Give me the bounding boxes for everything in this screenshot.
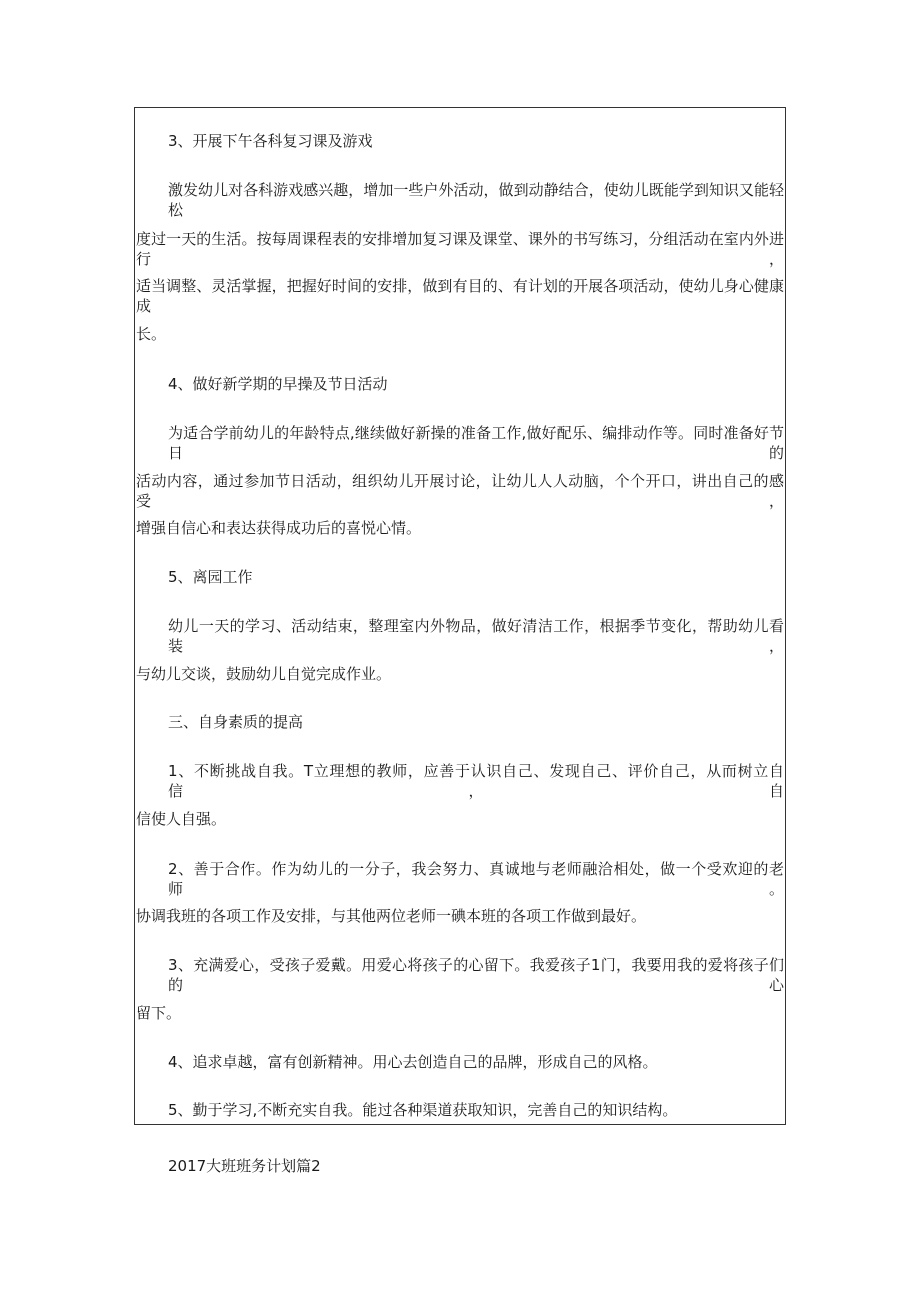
paragraph-line: 5、勤于学习,不断充实自我。能过各种渠道获取知识，完善自己的知识结构。 xyxy=(168,1101,678,1119)
paragraph-line: 信使人自强。 xyxy=(136,810,227,828)
paragraph-line: 适当调整、灵活掌握，把握好时间的安排，做到有目的、有计划的开展各项活动，使幼儿身心健康成 xyxy=(136,277,784,315)
paragraph-line: 2、善于合作。作为幼儿的一分子，我会努力、真诚地与老师融洽相处，做一个受欢迎的老师。 xyxy=(168,860,784,898)
paragraph-line: 幼儿一天的学习、活动结束，整理室内外物品，做好清洁工作，根据季节变化，帮助幼儿看装， xyxy=(168,617,784,655)
paragraph-line: 与幼儿交谈，鼓励幼儿自觉完成作业。 xyxy=(136,665,392,683)
next-section-title: 2017大班班务计划篇2 xyxy=(168,1157,321,1175)
paragraph-line: 留下。 xyxy=(136,1004,182,1022)
paragraph-line: 1、不断挑战自我。T立理想的教师，应善于认识自己、发现自己、评价自己，从而树立自信，自 xyxy=(168,762,784,800)
section-heading: 三、自身素质的提高 xyxy=(168,713,304,731)
paragraph-line: 协调我班的各项工作及安排，与其他两位老师一碘本班的各项工作做到最好。 xyxy=(136,907,647,925)
paragraph-line: 增强自信心和表达获得成功后的喜悦心情。 xyxy=(136,519,422,537)
section-heading: 5、离园工作 xyxy=(168,568,253,586)
section-heading: 4、做好新学期的早操及节日活动 xyxy=(168,375,388,393)
section-heading: 3、开展下午各科复习课及游戏 xyxy=(168,132,373,150)
paragraph-line: 3、充满爱心，受孩子爱戴。用爱心将孩子的心留下。我爱孩子1门，我要用我的爱将孩子们的心 xyxy=(168,956,784,994)
paragraph-line: 度过一天的生活。按每周课程表的安排增加复习课及课堂、课外的书写练习，分组活动在室内外进行， xyxy=(136,230,784,268)
paragraph-line: 长。 xyxy=(136,325,167,343)
paragraph-line: 激发幼儿对各科游戏感兴趣，增加一些户外活动，做到动静结合，使幼儿既能学到知识又能轻松 xyxy=(168,181,784,219)
paragraph-line: 活动内容，通过参加节日活动，组织幼儿开展讨论，让幼儿人人动脑，个个开口，讲出自己的感受， xyxy=(136,472,784,510)
paragraph-line: 为适合学前幼儿的年龄特点,继续做好新操的准备工作,做好配乐、编排动作等。同时准备好节日的 xyxy=(168,424,784,462)
paragraph-line: 4、追求卓越，富有创新精神。用心去创造自己的品牌，形成自己的风格。 xyxy=(168,1053,658,1071)
